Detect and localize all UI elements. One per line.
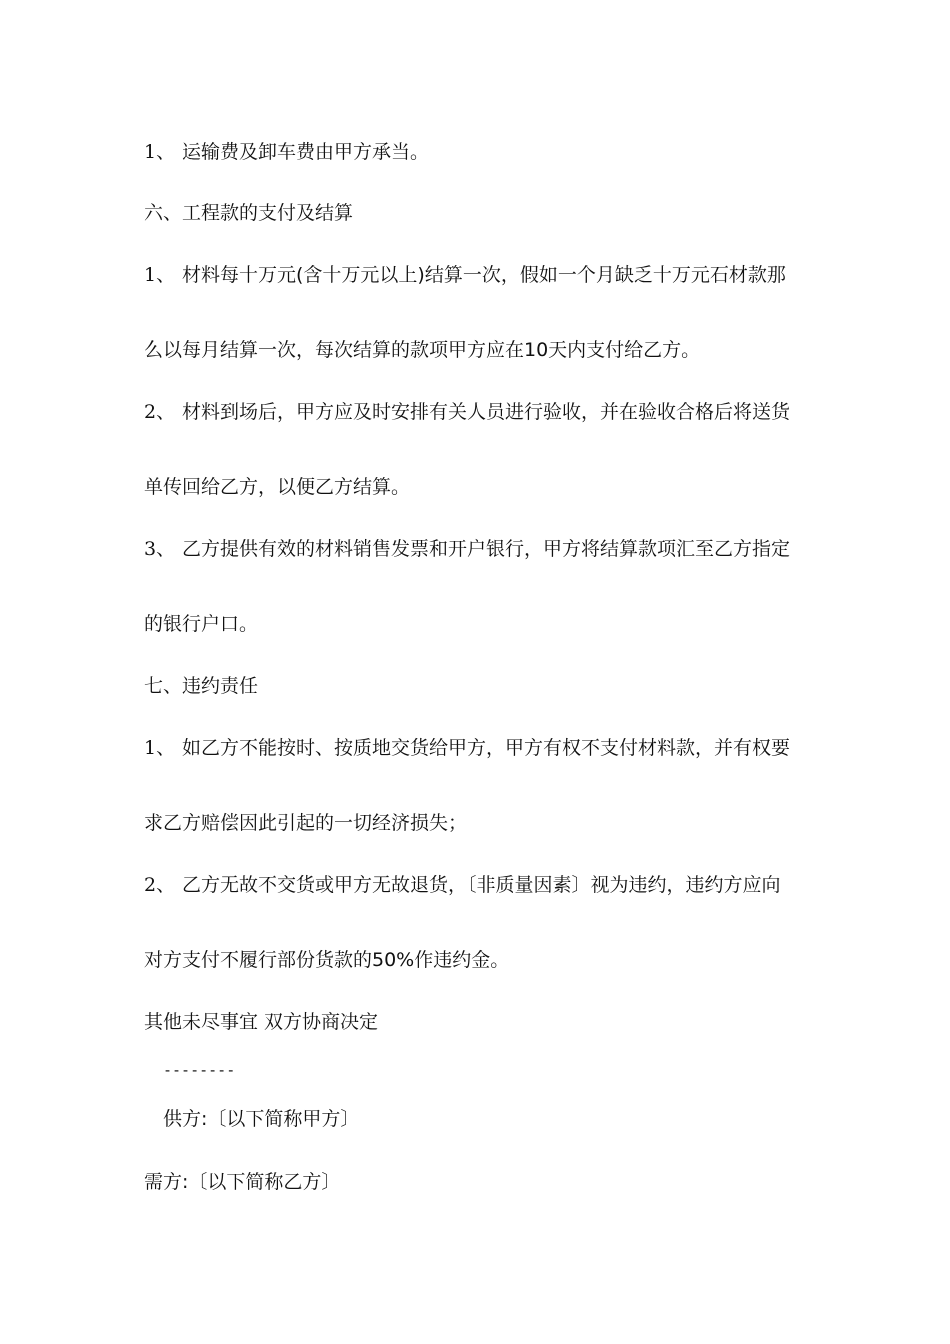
- clause-liability-2: [144, 873, 781, 897]
- clause-text: 运输费及卸车费由甲方承当。: [182, 141, 430, 163]
- clause-text: 材料到场后，甲方应及时安排有关人员进行验收，并在验收合格后将送货: [182, 401, 791, 423]
- clause-text: 材料每十万元(含十万元以上)结算一次，假如一个月缺乏十万元石材款那: [182, 264, 786, 286]
- clause-payment-3: [144, 537, 790, 561]
- clause-number: 1、: [144, 141, 176, 163]
- clause-number: 2、: [144, 874, 176, 896]
- clause-number: 1、: [144, 264, 176, 286]
- separator-line: --------: [163, 1061, 236, 1079]
- buyer-line: 需方:〔以下简称乙方〕: [144, 1171, 341, 1193]
- other-matters: 其他未尽事宜 双方协商决定: [144, 1011, 379, 1033]
- clause-liability-2-cont: 对方支付不履行部份货款的50%作违约金。: [144, 949, 510, 971]
- section-heading-payment: 六、工程款的支付及结算: [144, 202, 354, 224]
- clause-transport-fee: [144, 140, 429, 164]
- clause-text: 乙方提供有效的材料销售发票和开户银行，甲方将结算款项汇至乙方指定: [182, 538, 791, 560]
- clause-liability-1-cont: 求乙方赔偿因此引起的一切经济损失；: [144, 812, 468, 834]
- clause-text: 如乙方不能按时、按质地交货给甲方，甲方有权不支付材料款，并有权要: [182, 737, 791, 759]
- clause-payment-3-cont: 的银行户口。: [144, 613, 259, 635]
- section-heading-liability: 七、违约责任: [144, 675, 259, 697]
- clause-number: 1、: [144, 737, 176, 759]
- clause-payment-2-cont: 单传回给乙方，以便乙方结算。: [144, 476, 411, 498]
- clause-liability-1: [144, 736, 790, 760]
- supplier-line: 供方:〔以下简称甲方〕: [163, 1108, 360, 1130]
- clause-payment-1: [144, 263, 786, 287]
- clause-payment-1-cont: 么以每月结算一次，每次结算的款项甲方应在10天内支付给乙方。: [144, 339, 701, 361]
- clause-payment-2: [144, 400, 790, 424]
- clause-text: 乙方无故不交货或甲方无故退货，〔非质量因素〕视为违约，违约方应向: [182, 874, 781, 896]
- clause-number: 2、: [144, 401, 176, 423]
- clause-number: 3、: [144, 538, 176, 560]
